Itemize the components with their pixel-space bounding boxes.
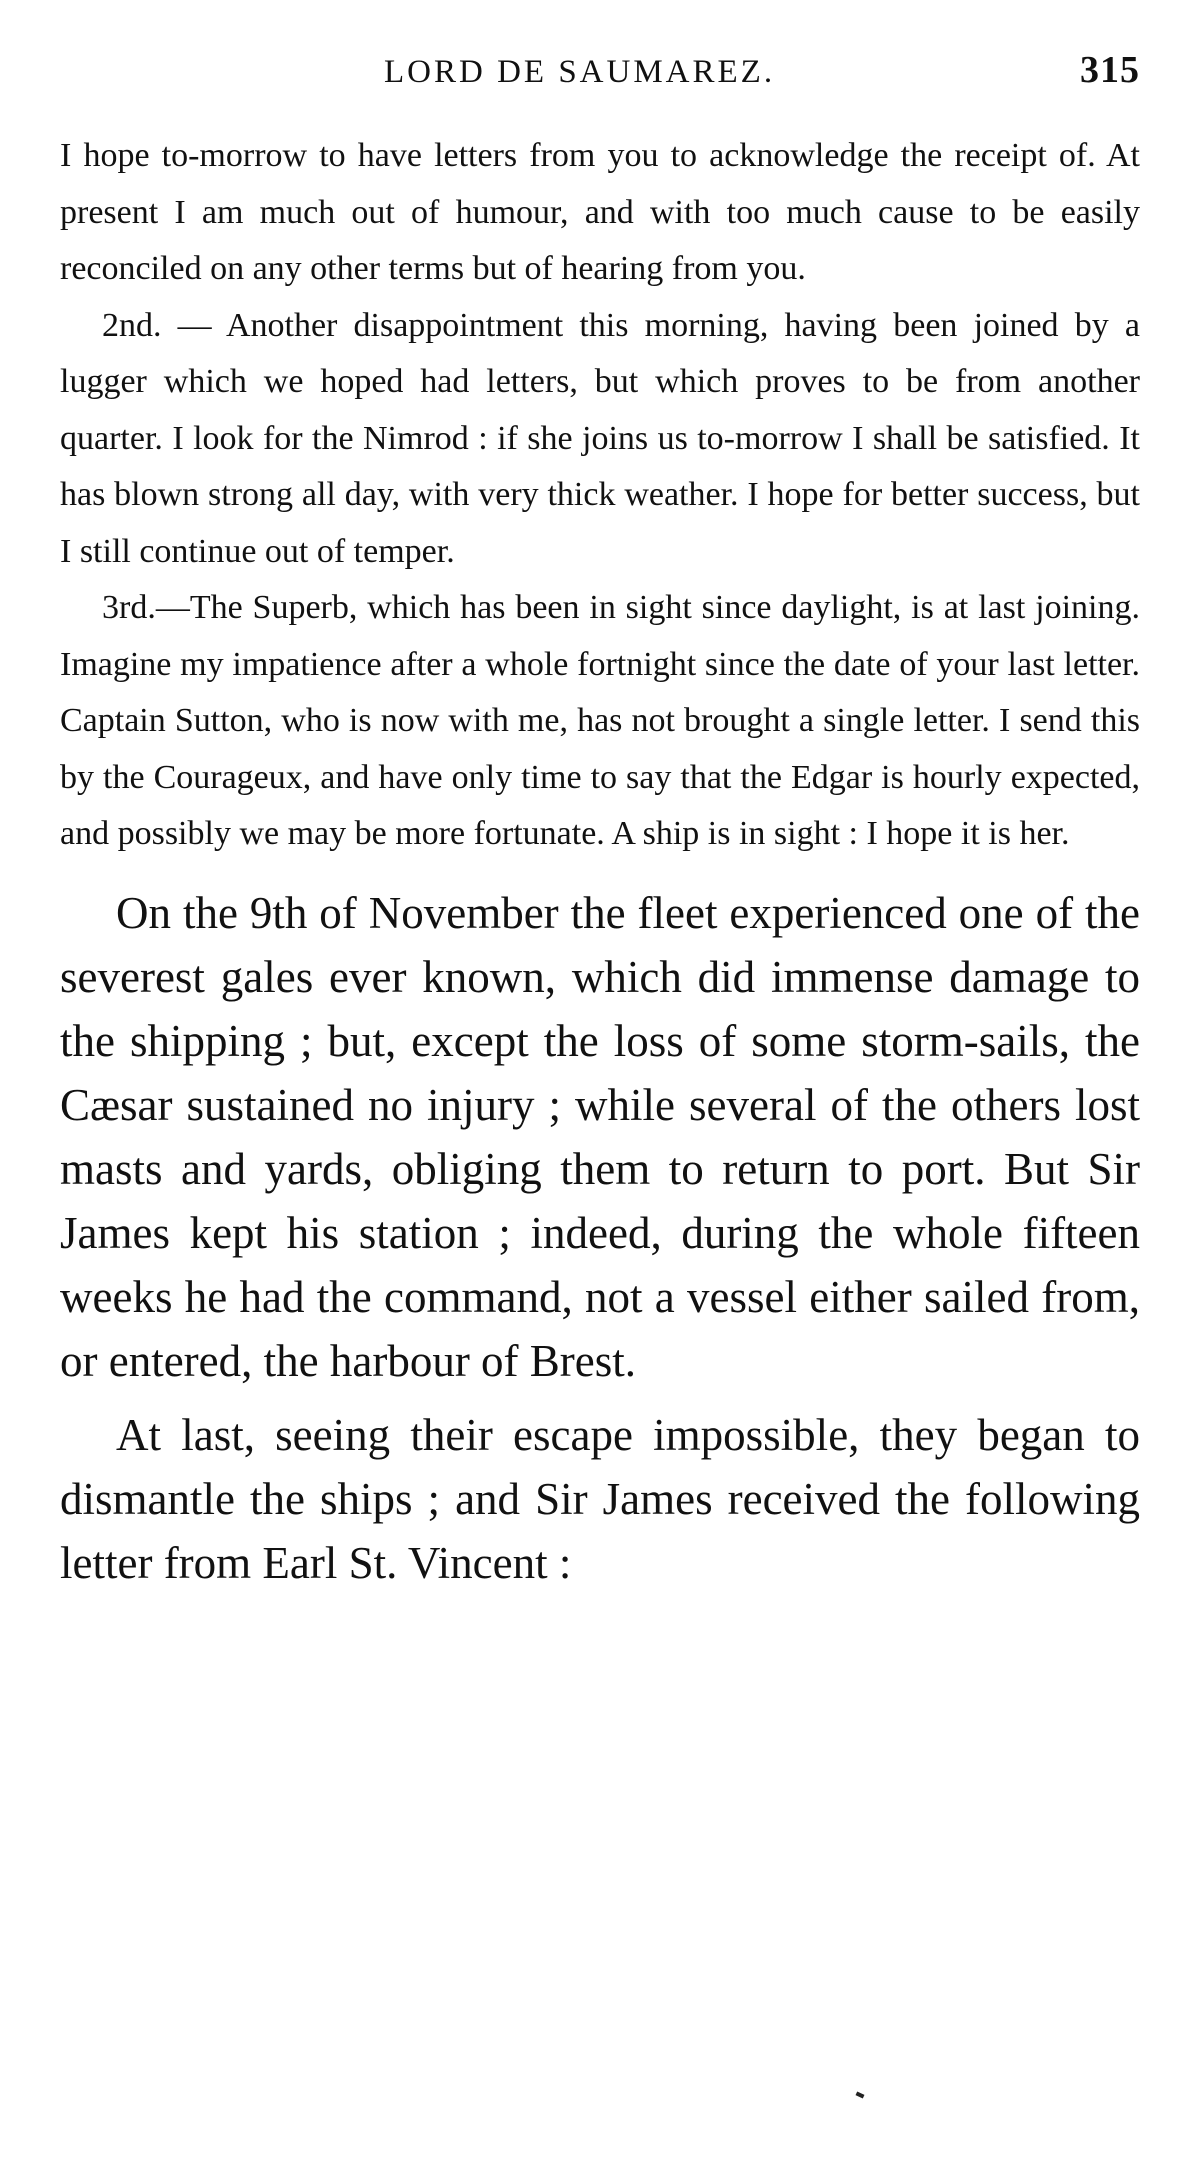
letter-paragraph: 2nd. — Another disappointment this morning, having been joined by a lugger which we hoped had letters, but which proves to be from another quarter. I look for the Nimrod : if she joins us to-morrow I shall be satisfied. It has blown strong all day, with very thick weather. I hope for better success, but I still continue out of temper.: [60, 306, 1140, 570]
letter-paragraph: I hope to-morrow to have letters from you to acknowledge the receipt of. At present I am much out of humour, and with too much cause to be easily reconciled on any other terms but of hearing from you.: [60, 137, 1140, 287]
running-head: [60, 40, 1140, 110]
book-page: [60, 40, 1140, 1595]
page-number: 315: [1080, 49, 1140, 91]
ink-speck: [856, 2091, 865, 2098]
narrative-paragraph: On the 9th of November the fleet experienced one of the severest gales ever known, which did immense damage to the shipping ; but, except the loss of some storm-sails, the Cæsar sustained no injury ; while several of the others lost masts and yards, obliging them to return to port. But Sir James kept his station ; indeed, during the whole fifteen weeks he had the command, not a vessel either sailed from, or entered, the harbour of Brest.: [60, 887, 1140, 1386]
letter-paragraph: 3rd.—The Superb, which has been in sight since daylight, is at last joining. Imagine my impatience after a whole fortnight since the date of your last letter. Captain Sutton, who is now with me, has not brought a single letter. I send this by the Courageux, and have only time to say that the Edgar is hourly expected, and possibly we may be more fortunate. A ship is in sight : I hope it is her.: [60, 589, 1140, 852]
running-title: LORD DE SAUMAREZ.: [384, 54, 776, 90]
letter-excerpt: [60, 128, 1140, 863]
narrative-paragraph: At last, seeing their escape impossible, they began to dismantle the ships ; and Sir James received the following letter from Earl St. Vincent :: [60, 1409, 1140, 1588]
narrative-text: [60, 881, 1140, 1595]
